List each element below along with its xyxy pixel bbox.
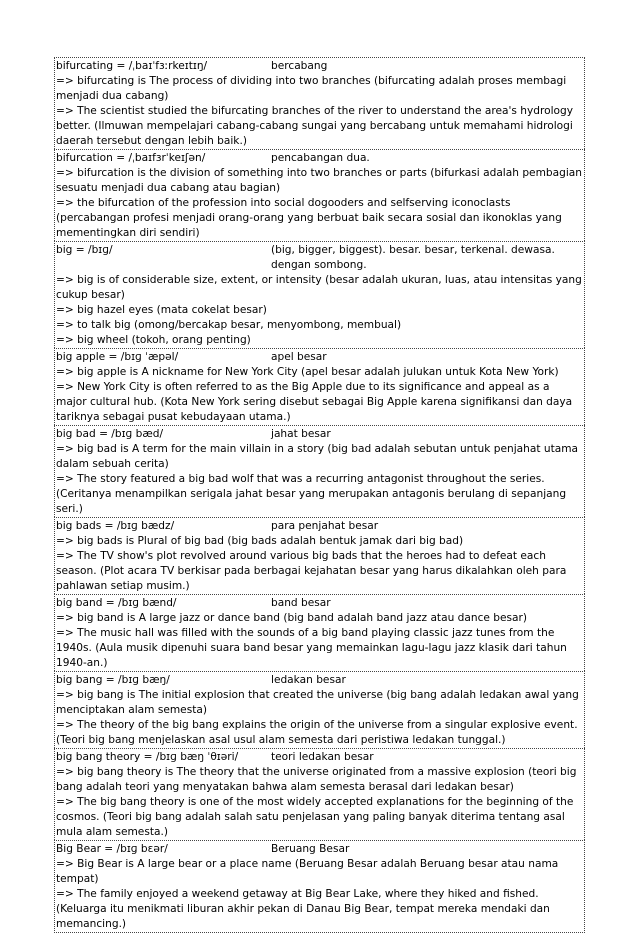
entry-line: => New York City is often referred to as the Big Apple due to its significance and appeal as a major cultural hub. (Kota New York sering disebut sebagai Big Apple karena signifikansi dan daya tariknya sebagai pusat kebudayaan utama.) xyxy=(56,381,573,423)
entry-line: => The big bang theory is one of the most widely accepted explanations for the beginning of the cosmos. (Teori big bang adalah salah satu penjelasan yang paling banyak diterima tentang asal mula alam semesta.) xyxy=(56,796,574,838)
headword: big = /bɪɡ/ xyxy=(56,244,113,256)
entry-line: => The scientist studied the bifurcating branches of the river to understand the area's hydrology better. (Ilmuwan mempelajari cabang-cabang sungai yang bercabang untuk memahami hidrologi daerah tersebut dengan lebih baik.) xyxy=(56,105,573,147)
dictionary-entry xyxy=(54,425,585,517)
entry-heading xyxy=(56,427,583,442)
translation: ledakan besar xyxy=(271,674,346,686)
entry-line: => big bad is A term for the main villain in a story (big bad adalah sebutan untuk penjahat utama dalam sebuah cerita) xyxy=(56,443,579,470)
entry-line: => big bang theory is The theory that the universe originated from a massive explosion (teori big bang adalah teori yang menyatakan bahwa alam semesta berasal dari ledakan besar) xyxy=(56,766,577,793)
headword: big bang = /bɪɡ bæŋ/ xyxy=(56,674,170,686)
entry-line: => The theory of the big bang explains the origin of the universe from a singular explosive event. (Teori big bang menjelaskan asal usul alam semesta dari peristiwa ledakan tunggal.) xyxy=(56,719,578,746)
entry-line: => The story featured a big bad wolf that was a recurring antagonist throughout the series. (Ceritanya menampilkan serigala jahat besar yang merupakan antagonis berulang di sepanjang seri.) xyxy=(56,473,567,515)
translation: Beruang Besar xyxy=(271,843,350,855)
dictionary-entry xyxy=(54,241,585,348)
translation: teori ledakan besar xyxy=(271,751,374,763)
entry-heading xyxy=(56,673,583,688)
headword: Big Bear = /bɪɡ bɛər/ xyxy=(56,843,168,855)
entry-line: => big wheel (tokoh, orang penting) xyxy=(56,334,251,346)
entry-line: => big bang is The initial explosion that created the universe (big bang adalah ledakan awal yang menciptakan alam semesta) xyxy=(56,689,579,716)
entry-heading xyxy=(56,596,583,611)
headword: big bad = /bɪɡ bæd/ xyxy=(56,428,164,440)
entry-line: => bifurcating is The process of dividing into two branches (bifurcating adalah proses membagi menjadi dua cabang) xyxy=(56,75,567,102)
entry-heading xyxy=(56,842,583,857)
entry-line: => Big Bear is A large bear or a place name (Beruang Besar adalah Beruang besar atau nama tempat) xyxy=(56,858,559,885)
entry-list xyxy=(54,57,585,933)
entry-line: => big bads is Plural of big bad (big bads adalah bentuk jamak dari big bad) xyxy=(56,535,464,547)
entry-heading xyxy=(56,243,583,273)
dictionary-entry xyxy=(54,671,585,748)
entry-heading xyxy=(56,59,583,74)
headword: big band = /bɪɡ bænd/ xyxy=(56,597,177,609)
headword: big bang theory = /bɪɡ bæŋ ˈθɪəri/ xyxy=(56,751,239,763)
dictionary-entry xyxy=(54,594,585,671)
translation: jahat besar xyxy=(271,428,331,440)
dictionary-entry xyxy=(54,149,585,241)
entry-line: => The TV show's plot revolved around various big bads that the heroes had to defeat each season. (Plot acara TV berkisar pada berbagai kejahatan besar yang harus dikalahkan oleh para pahlawan setiap musim.) xyxy=(56,550,567,592)
entry-heading xyxy=(56,350,583,365)
entry-line: => big hazel eyes (mata cokelat besar) xyxy=(56,304,267,316)
dictionary-entry xyxy=(54,57,585,149)
entry-line: => big band is A large jazz or dance band (big band adalah band jazz atau dance besar) xyxy=(56,612,528,624)
entry-line: => The music hall was filled with the sounds of a big band playing classic jazz tunes from the 1940s. (Aula musik dipenuhi suara band besar yang memainkan lagu-lagu jazz klasik dari tahun 1940-an.) xyxy=(56,627,567,669)
translation: apel besar xyxy=(271,351,327,363)
headword: big apple = /bɪɡ ˈæpəl/ xyxy=(56,351,179,363)
dictionary-entry xyxy=(54,748,585,840)
entry-heading xyxy=(56,519,583,534)
entry-line: => The family enjoyed a weekend getaway at Big Bear Lake, where they hiked and fished. (Keluarga itu menikmati liburan akhir pekan di Danau Big Bear, tempat mereka mendaki dan memancing.) xyxy=(56,888,550,930)
entry-heading xyxy=(56,151,583,166)
headword: bifurcation = /ˌbaɪfɜrˈkeɪʃən/ xyxy=(56,152,206,164)
headword: bifurcating = /ˌbaɪˈfɜːrkeɪtɪŋ/ xyxy=(56,60,208,72)
entry-line: => to talk big (omong/bercakap besar, menyombong, membual) xyxy=(56,319,402,331)
entry-heading xyxy=(56,750,583,765)
dictionary-entry xyxy=(54,840,585,933)
dictionary-page xyxy=(54,57,585,933)
dictionary-entry xyxy=(54,517,585,594)
headword: big bads = /bɪɡ bædz/ xyxy=(56,520,175,532)
translation: band besar xyxy=(271,597,331,609)
entry-line: => big is of considerable size, extent, or intensity (besar adalah ukuran, luas, atau intensitas yang cukup besar) xyxy=(56,274,582,301)
translation: para penjahat besar xyxy=(271,520,379,532)
translation: pencabangan dua. xyxy=(271,152,370,164)
entry-line: => bifurcation is the division of something into two branches or parts (bifurkasi adalah pembagian sesuatu menjadi dua cabang atau bagian) xyxy=(56,167,582,194)
entry-line: => big apple is A nickname for New York City (apel besar adalah julukan untuk Kota New York) xyxy=(56,366,559,378)
translation: bercabang xyxy=(271,60,328,72)
translation: (big, bigger, biggest). besar. besar, terkenal. dewasa. dengan sombong. xyxy=(271,244,555,271)
dictionary-entry xyxy=(54,348,585,425)
entry-line: => the bifurcation of the profession into social dogooders and selfserving iconoclasts (percabangan profesi menjadi orang-orang yang berbuat baik secara sosial dan ikonoklas yang mementingkan diri sendiri) xyxy=(56,197,562,239)
